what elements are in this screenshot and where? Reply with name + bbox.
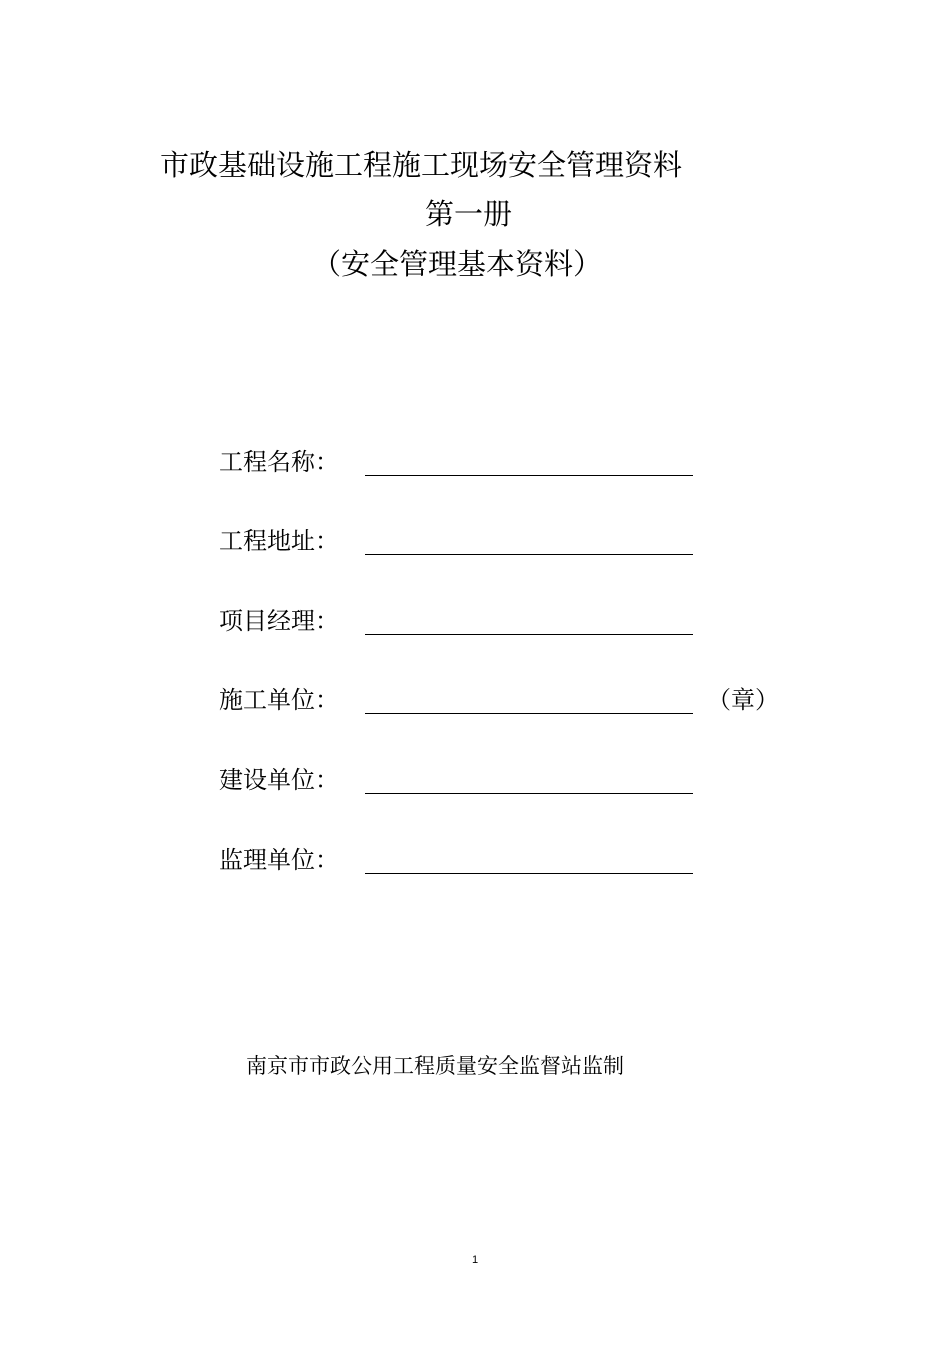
fill-in-line[interactable]	[365, 475, 693, 476]
fill-in-line[interactable]	[365, 634, 693, 635]
page-number: 1	[471, 1254, 479, 1266]
volume-title: 第一册	[425, 197, 513, 231]
field-owner-unit	[219, 765, 819, 799]
field-project-address	[219, 526, 819, 560]
field-supervision-unit	[219, 845, 819, 879]
field-label: 工程名称：	[219, 448, 339, 476]
field-label: 监理单位：	[219, 846, 339, 874]
field-project-manager	[219, 606, 819, 640]
field-label: 项目经理：	[219, 607, 339, 635]
seal-note: （章）	[707, 686, 779, 714]
fill-in-line[interactable]	[365, 554, 693, 555]
fill-in-line[interactable]	[365, 873, 693, 874]
subtitle: （安全管理基本资料）	[312, 247, 603, 281]
field-label: 施工单位：	[219, 686, 339, 714]
field-label: 建设单位：	[219, 766, 339, 794]
fill-in-line[interactable]	[365, 713, 693, 714]
issuing-organization: 南京市市政公用工程质量安全监督站监制	[246, 1054, 624, 1078]
field-label: 工程地址：	[219, 527, 339, 555]
document-title: 市政基础设施工程施工现场安全管理资料	[160, 148, 683, 182]
field-construction-unit	[219, 685, 819, 719]
field-project-name	[219, 447, 819, 481]
fill-in-line[interactable]	[365, 793, 693, 794]
